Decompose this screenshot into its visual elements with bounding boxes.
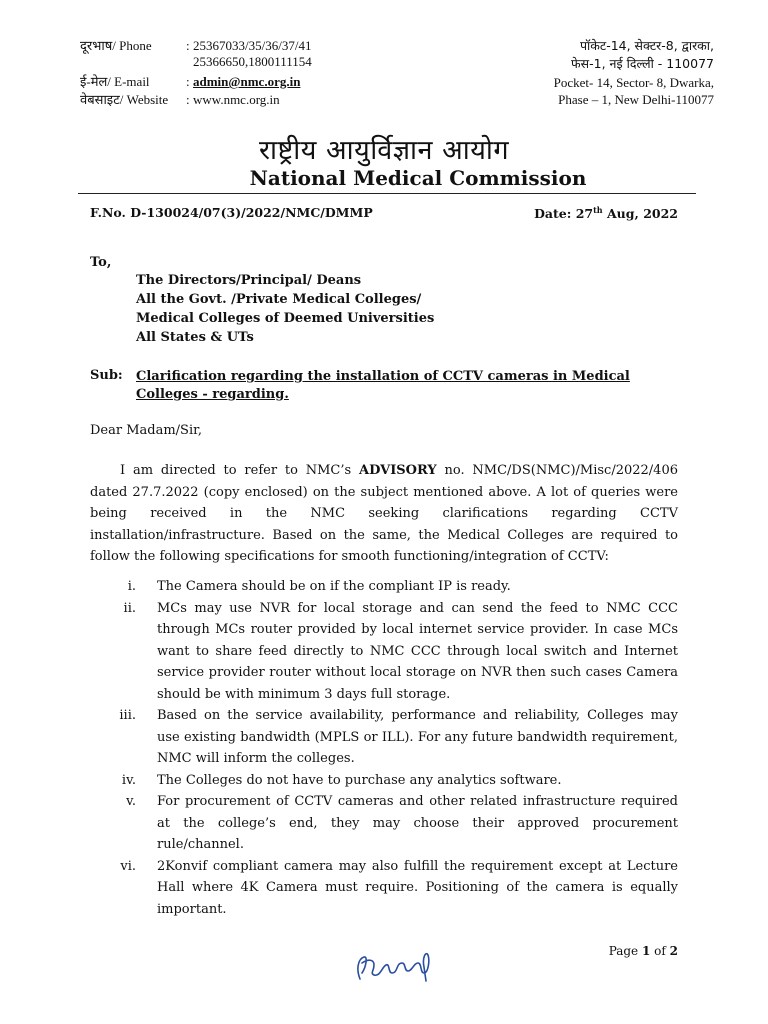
address-block — [454, 38, 714, 109]
page-current: 1 — [641, 944, 651, 958]
list-item-number: i. — [127, 579, 136, 594]
salutation: Dear Madam/Sir, — [90, 423, 203, 438]
website-row — [80, 92, 400, 107]
intro-text-start: I am directed to refer to NMC’s — [120, 463, 359, 478]
subject-text: Clarification regarding the installation of CCTV cameras in Medical Colleges - regarding. — [136, 369, 630, 402]
email-link[interactable]: admin@nmc.org.in — [193, 74, 301, 89]
list-item-text: Based on the service availability, performance and reliability, Colleges may use existing bandwidth (MPLS or ILL). For any future bandwidth requirement, NMC will inform the colleges. — [157, 708, 678, 766]
specification-list — [112, 576, 678, 920]
recipient-line: All States & UTs — [136, 330, 254, 345]
list-item-number: iv. — [121, 772, 136, 788]
page-word: Page — [608, 944, 642, 958]
intro-text-rest: no. NMC/DS(NMC)/Misc/2022/406 dated 27.7.2022 (copy enclosed) on the subject mentioned above. A lot of queries were being received in the NMC seeking clarifications regarding CCTV installation/infrastructure. Based on the same, the Medical Colleges are required to follow the following specifications for smooth functioning/integration of CCTV: — [90, 463, 678, 564]
file-number: F.No. D-130024/07(3)/2022/NMC/DMMP — [90, 205, 373, 220]
recipient-line: All the Govt. /Private Medical Colleges/ — [136, 292, 422, 307]
recipient-line: Medical Colleges of Deemed Universities — [136, 311, 435, 326]
date-ordinal: th — [593, 205, 603, 215]
list-item-text: 2Konvif compliant camera may also fulfill the requirement except at Lecture Hall where 4K Camera must require. Positioning of the camera is equally important. — [157, 858, 678, 917]
list-item-number: v. — [126, 794, 136, 809]
list-item-text: For procurement of CCTV cameras and other related infrastructure required at the college’s end, they may choose their approved procurement rule/channel. — [157, 794, 678, 852]
recipient-line: The Directors/Principal/ Deans — [136, 273, 362, 288]
phone-value-1: 25367033/35/36/37/41 — [193, 38, 312, 53]
page-number — [609, 944, 678, 958]
intro-paragraph — [90, 460, 678, 568]
list-item-number: vi. — [120, 858, 136, 874]
phone-value-2: 25366650,1800111154 — [193, 54, 312, 69]
list-item-text: The Camera should be on if the compliant IP is ready. — [157, 579, 511, 594]
contact-block — [80, 38, 400, 110]
website-label: वेबसाइट/ Website — [80, 92, 169, 107]
org-title-hindi: राष्ट्रीय आयुर्विज्ञान आयोग — [258, 135, 510, 166]
subject-label: Sub: — [90, 368, 123, 383]
phone-row — [80, 38, 400, 53]
to-label: To, — [90, 255, 112, 270]
email-label: ई-मेल/ E-mail — [80, 74, 150, 89]
letter-date — [534, 205, 678, 221]
page-of: of — [650, 944, 670, 958]
list-item — [112, 791, 678, 856]
org-title-english: National Medical Commission — [249, 166, 587, 190]
header-divider — [78, 193, 696, 194]
list-item — [112, 856, 678, 921]
list-item-text: The Colleges do not have to purchase any analytics software. — [157, 772, 562, 788]
date-suffix: Aug, 2022 — [602, 206, 678, 222]
address-hindi-2: फेस-1, नई दिल्ली - 110077 — [571, 56, 714, 71]
advisory-keyword: ADVISORY — [358, 463, 437, 478]
signature-mark — [352, 949, 436, 985]
list-item — [112, 576, 678, 598]
address-english-1: Pocket- 14, Sector- 8, Dwarka, — [553, 75, 714, 90]
list-item — [112, 598, 678, 706]
phone-colon: : — [186, 38, 190, 53]
address-hindi-1: पॉकेट-14, सेक्टर-8, द्वारका, — [579, 38, 714, 53]
list-item-number: ii. — [123, 600, 136, 616]
list-item — [112, 705, 678, 770]
date-prefix: Date: 27 — [534, 206, 594, 222]
list-item — [112, 770, 678, 792]
page-total: 2 — [669, 944, 678, 958]
website-link[interactable]: www.nmc.org.in — [193, 92, 280, 107]
list-item-number: iii. — [119, 708, 136, 723]
email-row — [80, 74, 400, 89]
website-colon: : — [186, 92, 190, 107]
address-english-2: Phase – 1, New Delhi-110077 — [558, 92, 714, 107]
phone-label: दूरभाष/ Phone — [80, 38, 152, 53]
email-colon: : — [186, 74, 190, 89]
list-item-text: MCs may use NVR for local storage and can send the feed to NMC CCC through MCs router provided by local internet service provider. In case MCs want to share feed directly to NMC CCC through local switch and Internet service provider router without local storage on NVR then such cases Camera should be with minimum 3 days full storage. — [157, 600, 678, 702]
phone-row-2 — [80, 54, 400, 69]
